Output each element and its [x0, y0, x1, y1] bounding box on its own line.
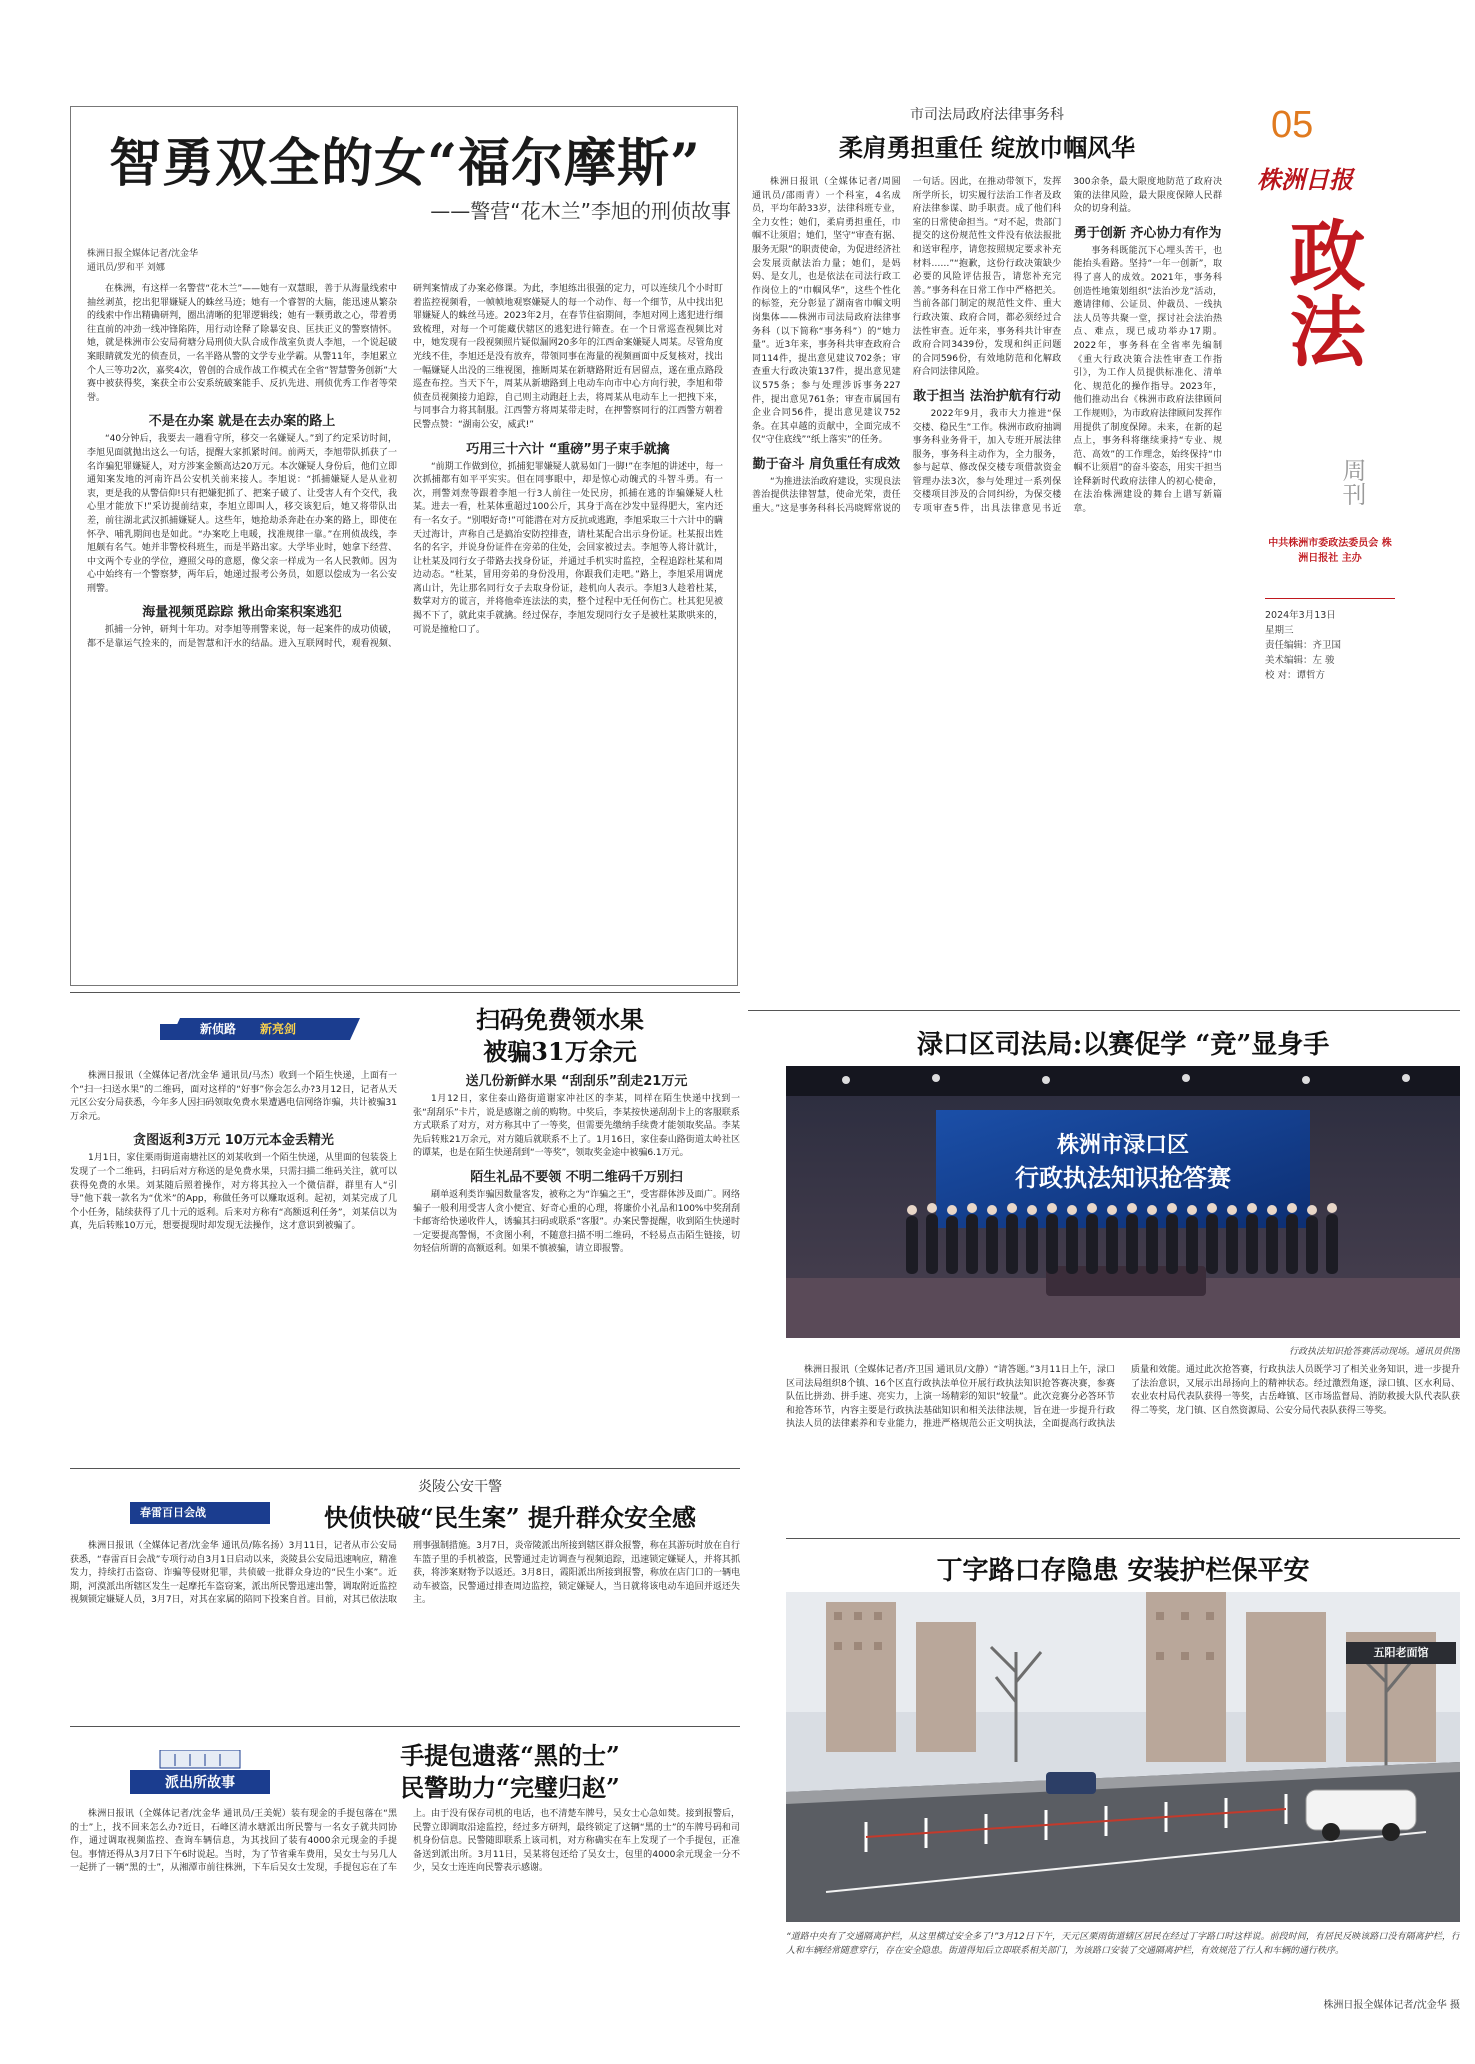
feature-section-3: “前期工作做到位，抓捕犯罪嫌疑人就易如门一脚!”在李旭的讲述中，每一次抓捕都有如平平实实。但在同事眼中，却是惊心动魄式的斗智斗勇。有一次，刑警刘焘等跟着李旭一行3人前往一处民房，抓捕在逃的诈骗嫌疑人杜某。进去一看，杜某体重超过100公斤，其身于高在沙发中显得肥大，室内还有一名女子。“别喂好奇!”可能潜在对方反抗或逃跑，李旭采取三十六计中的瞒天过海计，声称自己是搞治安防控排查，请杜某配合出示身份证。杜某报出姓名的名字，并说身份证件在旁弟的住处，会回家被过去。李旭等人将计就计，让杜某及同行女子带路去找身份证，并通过手机实时监控，全程追踪杜某和周边动态。“杜某，冒用旁弟的身份没用，你跟我们走吧。”路上，李旭采用调虎离山计，先让那名同行女子去取身份证，趁机向人表示。李旭3人趁着杜某，数掌对方的谎言，并将他牵连法法的卖，整个过程中无任何伤亡。杜其犯见被揭不下了，就此束手就擒。经过保存，李旭发现同行女子是被杜某欺哄来的，可说是撞枪口了。	[413, 461, 723, 635]
article6-kicker: 炎陵公安干警	[418, 1479, 502, 1495]
article2-title: 柔肩勇担重任 绽放巾帼风华	[838, 133, 1136, 162]
feature-subhead-2: 海量视频觅踪踪 揪出命案积案逃犯	[142, 605, 342, 621]
article6-text: 株洲日报讯（全媒体记者/沈金华 通讯员/陈名扬）3月11日，记者从市公安局获悉，“春雷百日会战”专项行动自3月1日启动以来，炎陵县公安局迅速响应，精准发力，持续打击盗窃、诈骗等侵财犯罪，共侦破一批群众身边的“民生小案”。近期，河漠派出所辖区发生一起摩托车盗窃案，派出所民警迅速出警，调取附近监控视频锁定嫌疑人员，3月7日，对其在家属的陪同下投案自首。目前，对其已依法取刑事强制措施。3月7日，炎帝陵派出所接到辖区群众报警，称在其游玩时放在自行车篮子里的手机被盗，民警通过走访调查与视频追踪，迅速锁定嫌疑人，并将其抓获，将涉案财物予以返还。3月8日，霞阳派出所接到报警，称放在店门口的一辆电动车被盗，民警通过排查周边监控，锁定嫌疑人，当日就将该电动车追回并返还失主。	[70, 1541, 740, 1606]
article5-subhead-1: 贪图返利3万元 10万元本金丢精光	[133, 1133, 334, 1149]
article2-subhead-3: 勇于创新 齐心协力有作为	[1073, 225, 1222, 241]
article-yanling	[70, 1472, 740, 1722]
byline-correspondent: 通讯员/罗和平 刘娜	[87, 263, 165, 273]
article-legal-affairs	[752, 100, 1222, 1005]
scam-banner-text-2: 新亮剑	[260, 1022, 297, 1036]
article2-section-2: 2022年9月，我市大力推进“保交楼、稳民生”工作。株洲市政府抽调事务科业务骨干，加入专班开展法律服务，事务科主动作为，全力服务，参与起草、修改保交楼专项借款资金管理办法3次，参与处理过一系列保交楼项目涉及的合同纠纷，为保交楼专项审查5件，出具法律意见书近300余条，最大限度地防范了政府决策的法律风险，最大限度保障人民群众的切身利益。	[912, 177, 1222, 515]
article2-subhead-2: 敢于担当 法治护航有行动	[913, 388, 1061, 404]
article6-body	[70, 1540, 740, 1718]
feature-box	[70, 106, 738, 986]
article5-section-1: 1月1日，家住栗雨街道南塘社区的刘某收到一个陌生快递，从里面的包装袋上发现了一个二维码，扫码后对方称送的是免费水果，只需扫描二维码关注，就可以获得免费的水果。刘某随后照着操作，对方将其拉入一个微信群，群里有人“引导”他下载一款名为“优米”的App，称做任务可以赚取返利。起初，刘某完成了几个小任务，陆续获得了几十元的返利。后来对方称有“高额返利任务”，刘某信以为真，先后转账10万元，想要提现时却发现无法操作，这才意识到被骗了。	[70, 1153, 397, 1232]
street-photo-caption: “道路中央有了交通隔离护栏，从这里横过安全多了!”3月12日下午，天元区栗雨街道辖区居民在经过丁字路口时这样说。前段时间，有居民反映该路口没有隔离护栏，行人和车辆经常随意穿行，存在安全隐患。街道得知后立即联系相关部门，为该路口安装了交通隔离护栏，有效规范了行人和车辆的通行秩序。	[786, 1932, 1460, 1956]
article2-section-3: 事务科既能沉下心埋头苦干，也能抬头看路。坚持“一年一创新”，取得了喜人的成效。2021年，事务科创造性地策划组织“法治沙龙”活动，邀请律师、公证员、仲裁员、一线执法人员等共聚一堂，探讨社会法治热点、难点，现已成功举办17期。2022年，事务科在全省率先编制《重大行政决策合法性审查工作指引》，为工作人员提供标准化、清单化、规范化的操作指导。2023年，他们推动出台《株洲市政府法律顾问工作规则》，为市政府法律顾问发挥作用提供了制度保障。未来，在新的起点上，事务科将继续秉持“专业、规范、高效”的工作理念，始终保持“巾帼不让须眉”的奋斗姿态，用实干担当诠释新时代政府法律人的初心使命，在法治株洲建设的舞台上谱写新篇章。	[1073, 245, 1222, 515]
issue-date: 2024年3月13日	[1265, 610, 1336, 621]
article6-title: 快侦快破“民生案” 提升群众安全感	[324, 1503, 696, 1532]
article5-lead: 株洲日报讯（全媒体记者/沈金华 通讯员/马杰）收到一个陌生快递，上面有一个“扫一扫送水果”的二维码，面对这样的“好事”你会怎么办?3月12日，记者从天元区公安分局获悉，今年多人因扫码领取免费水果遭遇电信网络诈骗，共计被骗31万余元。	[70, 1071, 397, 1122]
feature-title: 智勇双全的女“福尔摩斯”	[109, 133, 701, 194]
weekly-label: 周刊	[1338, 458, 1366, 506]
feature-body	[87, 283, 723, 977]
article2-subhead-1: 勤于奋斗 肩负重任有成效	[752, 456, 901, 472]
station-story-text: 派出所故事	[165, 1775, 235, 1791]
article5-subhead-2: 送几份新鲜水果 “刮刮乐”刮走21万元	[465, 1074, 688, 1089]
article7-title-2: 民警助力“完璧归赵”	[400, 1773, 620, 1802]
contest-photo	[786, 1066, 1460, 1338]
scam-banner-text-1: 新侦路	[200, 1022, 237, 1036]
article5-title-1: 扫码免费领水果	[476, 1005, 644, 1034]
contest-screen-line2: 行政执法知识抢答赛	[1015, 1164, 1231, 1192]
article5-title-2: 被骗31万余元	[483, 1037, 637, 1066]
feature-intro: 在株洲，有这样一名警营“花木兰”——她有一双慧眼，善于从海量线索中抽丝剥茧，挖出犯罪嫌疑人的蛛丝马迹；她有一个睿智的大脑，能迅速从繁杂的线索中作出精确研判，圈出清晰的犯罪逻辑线；她有一颗勇敢之心，带着勇往直前的冲劲一线冲锋陷阵，用行动诠释了除暴安良、匡扶正义的警察情怀。她，就是株洲市公安局荷塘分局刑侦大队合成作战室负责人李旭，一个说起破案眼睛就发光的侦查员，一名半路从警的文学专业学霸。从警11年，李旭累立个人三等功2次，嘉奖4次，曾创的合成作战工作模式在全省“智慧警务创新”大赛中被获得奖，案获全市公安系统破案能手、反扒先进、刑侦优秀工作者等荣誉。	[87, 284, 397, 403]
article7-text: 株洲日报讯（全媒体记者/沈金华 通讯员/王美妮）装有现金的手提包落在“黑的士”上，找不回来怎么办?近日，石峰区清水塘派出所民警与一名女子就共同协作，通过调取视频监控、查询车辆信息，为其找回了装有4000余元现金的手提包。事情还得从3月7日下午6时说起。当时，为了节省乘车费用，吴女士与另几人一起拼了一辆“黑的士”，从湘潭市前往株洲，下车后吴女士发现，手提包忘在了车上。由于没有保存司机的电话，也不清楚车牌号，吴女士心急如焚。接到报警后，民警立即调取沿途监控，经过多方研判，最终锁定了这辆“黑的士”的车牌号码和司机身份信息。民警随即联系上该司机，对方称确实在车上发现了一个手提包，正准备送到派出所。3月11日，吴某将包还给了吴女士，包里的4000余元现金一分不少，吴女士连连向民警表示感谢。	[70, 1809, 740, 1874]
feature-section-2: 抓捕一分钟，研判十年功。对李旭等刑警来说，每一起案件的成功侦破，都不是靠运气捡来的，而是智慧和汗水的结晶。进入互联网时代，观看视频、研判案情成了办案必修课。为此，李旭练出很强的定力，可以连续几个小时盯着监控视频看，一帧帧地观察嫌疑人的每一个动作、每一个细节，从中找出犯罪嫌疑人的蛛丝马迹。2023年2月，在春节住宿期间，李旭对网上逃犯进行细致梳理，对每一个可能藏伏辖区的逃犯进行筛查。在一个日常巡查视频比对中，她发现有一段视频照片疑似漏网20多年的江西命案嫌疑人周某。尽管角度光线不佳，李旭还是没有放弃，带领同事在海量的视频画面中反复核对，找出一幅嫌疑人出没的三维视图，推断周某在新塘路附近有居留点，遂在重点路段巡查布控。当天下午，周某从新塘路到上电动车向市中心方向行驶，李旭和带侦查员视频接力追踪，自己则主动跑赶上去，将周某从电动车上一把拽下来，与同事合力将其制服。江西警方将周某带走时，在押警察同行的江西警方朝着民警点赞：“湖南公安，威武!”	[87, 284, 723, 650]
street-sign: 五阳老面馆	[1373, 1646, 1429, 1659]
masthead	[1235, 98, 1465, 698]
feature-section-1: “40分钟后，我要去一趟看守所，移交一名嫌疑人。”到了约定采访时间，李旭见面就抛出这么一句话，提醒大家抓紧时间。前两天，李旭带队抓获了一名诈骗犯罪嫌疑人，对方涉案金额高达20万元。本次嫌疑人身份后，他们立即通知案发地的河南许昌公安机关前来接人。李旭说：“抓捕嫌疑人是从业初衷，更是我的从警信仰!只有把嫌犯抓了、把案子破了、让受害人有个交代，我心里才能放下!”采访提前结束，李旭立即叫人，移交该犯后，她又将带队出差，前往湖北武汉抓捕嫌疑人。这些年，她抢劫杀奔赴在办案的路上，即使在怀孕、哺乳期间也是如此。“办案吃上电暖，找准规律一靠。”在刑侦战线，李旭颇有名气。她并非警校科班生，而是半路出家。大学毕业时，她拿下经营、中文两个专业的学位，遵照父母的意愿，像父亲一样成为一名人民教师。因为心中始终有一个警察梦，两年后，她递过报考公务员，如愿以偿成为一名公安刑警。	[87, 434, 397, 594]
article3-body	[786, 1364, 1460, 1529]
contest-photo-caption: 行政执法知识抢答赛活动现场。通讯员供图	[1288, 1347, 1460, 1357]
street-photo	[786, 1592, 1460, 1922]
article5-subhead-3: 陌生礼品不要领 不明二维码千万别扫	[470, 1169, 683, 1185]
article2-body	[752, 176, 1222, 1001]
article2-kicker: 市司法局政府法律事务科	[910, 107, 1064, 123]
feature-byline	[87, 247, 387, 275]
article5-section-3: 刷单返利类诈骗因数量客发，被称之为“诈骗之王”，受害群体涉及面广。网络骗子一般利用受害人贪小便宜、好奇心重的心理，将廉价小礼品和100%中奖刮刮卡邮寄给快递收件人，诱骗其扫码或联系“客服”。办案民警提醒，收到陌生快递时一定要提高警惕，不贪图小利，不随意扫描不明二维码，不轻易点击陌生链接，切勿轻信所谓的高额返利。如果不慎被骗，请立即报警。	[413, 1189, 740, 1255]
article5-section-2: 1月12日，家住泰山路街道谢家冲社区的李某，同样在陌生快递中找到一张“刮刮乐”卡片，说是感谢之前的购物。中奖后，李某按快递刮刮卡上的客服联系方式联系了对方，对方称其中了一等奖，但需要先缴纳手续费才能领取奖品。李某先后转账21万余元，对方随后就联系不上了。1月16日，家住泰山路街道太岭社区的谭某，也是在陌生快递刮到“一等奖”，领取奖金途中被骗6.1万元。	[413, 1094, 740, 1159]
station-story-banner	[130, 1750, 270, 1796]
campaign-banner	[130, 1502, 270, 1524]
article7-title-1: 手提包遗落“黑的士”	[400, 1741, 620, 1770]
article-guardrail	[786, 1544, 1460, 2044]
article-handbag	[70, 1730, 740, 2050]
article5-body	[70, 1070, 740, 1458]
article-qr-scam	[70, 996, 740, 1462]
article3-title: 渌口区司法局:以赛促学 “竞”显身手	[916, 1030, 1330, 1060]
feature-subhead-1: 不是在办案 就是在去办案的路上	[148, 414, 336, 430]
issue-weekday: 星期三	[1265, 625, 1294, 636]
issue-info	[1265, 608, 1415, 683]
article-lukou-contest	[786, 1018, 1460, 1533]
contest-screen-line1: 株洲市渌口区	[1056, 1133, 1189, 1158]
campaign-banner-text: 春雷百日会战	[140, 1506, 206, 1519]
proof-credit: 校 对：谭哲方	[1265, 670, 1326, 681]
editor-credit: 责任编辑：齐卫国	[1265, 640, 1342, 651]
byline-reporter: 株洲日报全媒体记者/沈金华	[87, 249, 199, 259]
feature-subtitle: ——警营“花木兰”李旭的刑侦故事	[430, 199, 731, 223]
page-number: 05	[1271, 104, 1314, 146]
article7-body	[70, 1808, 740, 2044]
article2-section-1: “为推进法治政府建设，实现良法善治提供法律智慧，使命光荣，责任重大。”这是事务科科长冯晓辉常说的一句话。因此，在推动带领下，发挥所学所长，切实履行法治工作者及政府法律参谋、助手职责。成了他们科室的日常使命担当。“对不起，贵部门提交的这份规范性文件没有依法报批和送审程序，请您按照规定要求补充材料……”“抱歉，这份行政决策缺少必要的风险评估报告，请您补充完善。”事务科在日常工作中严格把关。当前各部门制定的规范性文件、重大行政决策、政府合同，都必须经过合法性审查。近年来，事务科共计审查政府合同3439份，发现和纠正问题的合同596份，有效地防范和化解政府合同法律风险。	[752, 177, 1062, 515]
article3-text: 株洲日报讯（全媒体记者/齐卫国 通讯员/文静）“请答题。”3月11日上午，渌口区司法局组织8个镇、16个区直行政执法单位开展行政执法知识抢答赛决赛，参赛队伍比拼劲、拼手速、亮实力，上演一场精彩的知识“较量”。此次竞赛分必答环节和抢答环节，内容主要是行政执法基础知识和相关法律法规，旨在进一步提升行政执法人员的法律素养和专业能力，推进严格规范公正文明执法，全面提高行政执法质量和效能。通过此次抢答赛，行政执法人员既学习了相关业务知识，进一步提升了法治意识，又展示出昂扬向上的精神状态。经过激烈角逐，渌口镇、区水利局、农业农村局代表队获得一等奖，古岳峰镇、区市场监督局、消防救援大队代表队获得二等奖，龙门镇、区自然资源局、公安分局代表队获得三等奖。	[786, 1365, 1460, 1430]
paper-logo: 株洲日报	[1257, 165, 1353, 194]
feature-subhead-3: 巧用三十六计 “重磅”男子束手就擒	[466, 441, 670, 457]
host-line: 中共株洲市委政法委员会 株洲日报社 主办	[1268, 538, 1392, 564]
article4-title: 丁字路口存隐患 安装护栏保平安	[936, 1556, 1310, 1586]
article2-lead: 株洲日报讯（全媒体记者/周圆 通讯员/邵雨青）一个科室，4名成员，平均年龄33岁，法律科班专业，全力女性；她们，柔肩勇担重任，巾帼不让须眉；她们，坚守“审查有据、服务无限”的职责使命，为促进经济社会发展贡献法治力量；她们，是妈妈、是女儿，也是依法在司法行政工作岗位上的“巾帼风华”，这些个性化的标签，充分彰显了湖南省巾帼文明岗集体——株洲市司法局政府法律事务科（以下简称“事务科”）的“她力量”。近3年来，事务科共审查政府合同114件，提出意见建议702条；审查重大行政决策137件，提出意见建议575条；参与处理涉诉事务227件，提出意见761条；审查市属国有企业合同56件，提出意见建议752条。在其卓越的贡献中，全面完成不仅“守住底线”“纸上落实”的任务。	[752, 177, 901, 446]
section-title: 政法	[1277, 216, 1366, 368]
designer-credit: 美术编辑：左 骏	[1265, 655, 1335, 666]
street-photo-byline: 株洲日报全媒体记者/沈金华 摄	[1323, 2000, 1460, 2011]
scam-banner	[160, 1014, 360, 1044]
